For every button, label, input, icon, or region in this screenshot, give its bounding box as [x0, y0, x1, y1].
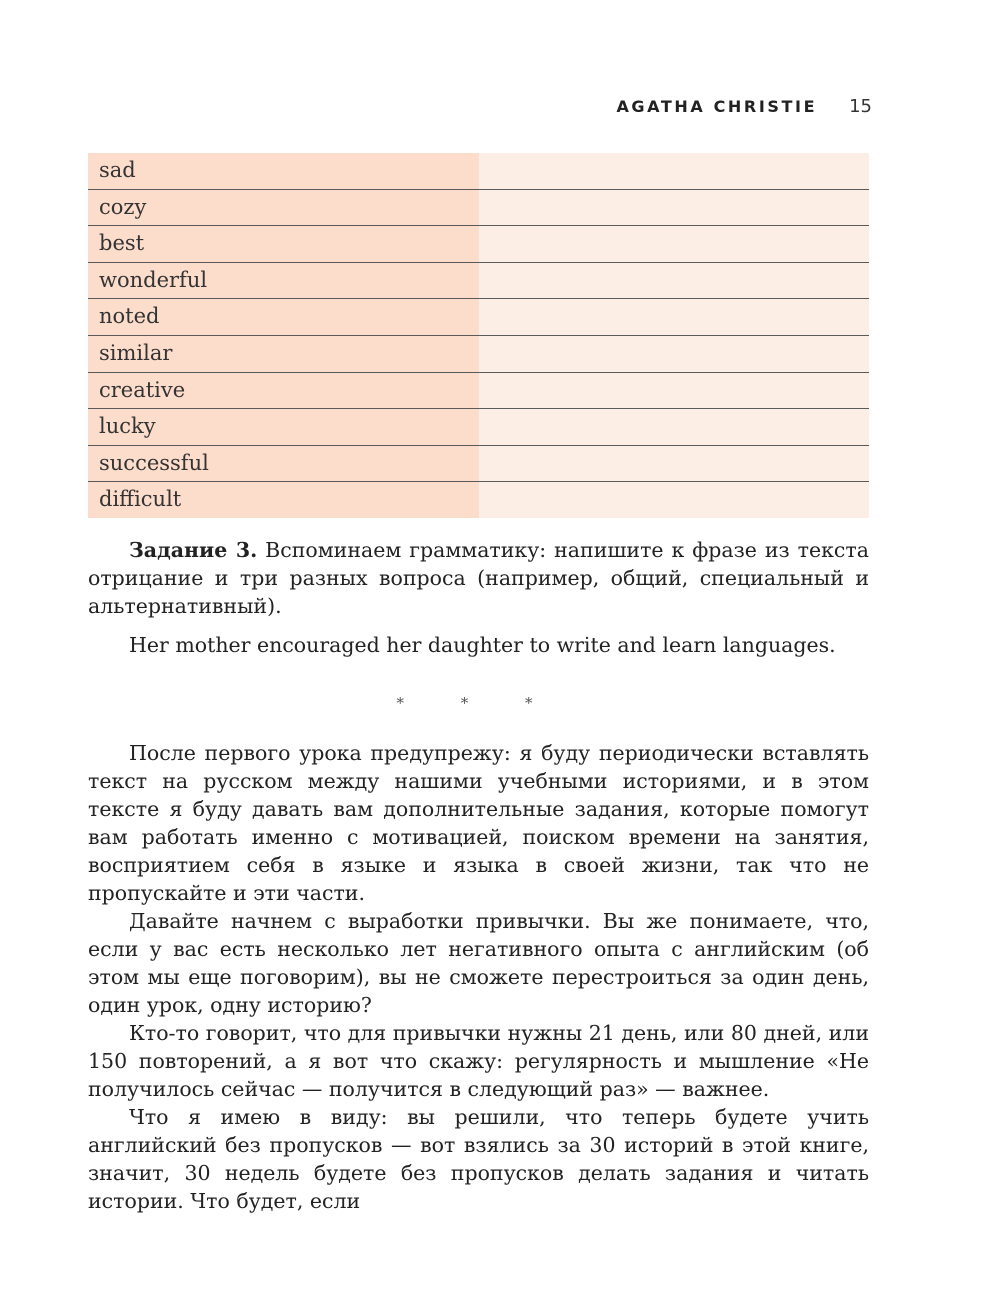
- table-row: [88, 336, 869, 373]
- paragraph: Что я имею в виду: вы решили, что теперь будете учить английский без пропусков — вот взялись за 30 историй в этой книге, значит, 30 недель будете без пропусков делать задания и читать истории. Что будет, если: [88, 1105, 869, 1213]
- section-divider: * * *: [396, 694, 559, 712]
- answer-cell[interactable]: [479, 409, 869, 445]
- vocab-word: lucky: [88, 409, 479, 445]
- vocab-word: sad: [88, 153, 479, 189]
- vocab-word: wonderful: [88, 263, 479, 299]
- table-row: [88, 299, 869, 336]
- table-row: [88, 409, 869, 446]
- vocab-word: similar: [88, 336, 479, 372]
- task-3-instructions: [88, 536, 869, 620]
- vocab-word: cozy: [88, 190, 479, 226]
- running-head: [616, 96, 872, 117]
- vocab-word: difficult: [88, 482, 479, 518]
- vocab-word: successful: [88, 446, 479, 482]
- running-title: AGATHA CHRISTIE: [616, 97, 818, 116]
- answer-cell[interactable]: [479, 153, 869, 189]
- vocab-word: creative: [88, 373, 479, 409]
- answer-cell[interactable]: [479, 226, 869, 262]
- body-text: [88, 739, 869, 1215]
- task-3-label: Задание 3.: [129, 538, 258, 562]
- task-3-text: Вспоминаем грамматику: напишите к фразе из текста отрицание и три разных вопроса (например, общий, специальный и альтернативный).: [88, 538, 869, 618]
- paragraph: Кто-то говорит, что для привычки нужны 21 день, или 80 дней, или 150 повторений, а я вот что скажу: регулярность и мышление «Не получилось сейчас — получится в следующий раз» — важнее.: [88, 1021, 869, 1101]
- table-row: [88, 263, 869, 300]
- answer-cell[interactable]: [479, 336, 869, 372]
- paragraph: Давайте начнем с выработки привычки. Вы же понимаете, что, если у вас есть несколько лет негативного опыта с английским (об этом мы еще поговорим), вы не сможете перестроиться за один день, один урок, одну историю?: [88, 909, 869, 1017]
- vocabulary-table: [88, 153, 869, 518]
- table-row: [88, 190, 869, 227]
- answer-cell[interactable]: [479, 299, 869, 335]
- table-row: [88, 153, 869, 190]
- answer-cell[interactable]: [479, 446, 869, 482]
- vocab-word: best: [88, 226, 479, 262]
- table-row: [88, 373, 869, 410]
- vocab-word: noted: [88, 299, 479, 335]
- answer-cell[interactable]: [479, 263, 869, 299]
- answer-cell[interactable]: [479, 190, 869, 226]
- table-row: [88, 446, 869, 483]
- answer-cell[interactable]: [479, 482, 869, 518]
- example-sentence: Her mother encouraged her daughter to write and learn languages.: [129, 633, 836, 657]
- table-row: [88, 482, 869, 518]
- table-row: [88, 226, 869, 263]
- page-number: 15: [849, 96, 872, 117]
- answer-cell[interactable]: [479, 373, 869, 409]
- paragraph: После первого урока предупрежу: я буду периодически вставлять текст на русском между нашими учебными историями, и в этом тексте я буду давать вам дополнительные задания, которые помогут вам работать именно с мотивацией, поиском времени на занятия, восприятием себя в языке и языка в своей жизни, так что не пропускайте и эти части.: [88, 741, 869, 905]
